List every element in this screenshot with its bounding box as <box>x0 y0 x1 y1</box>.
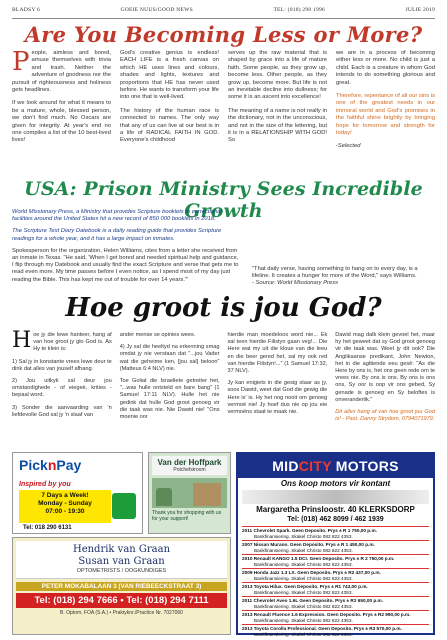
article3-col2-p1: ander mense se opinies wees. <box>119 332 196 338</box>
article1-source: -Selected <box>336 143 361 150</box>
article1-col1-p1-text: eople, aimless and bored, amuse themselves with trivia and trash. Neither the adventure of goodness nor the pursuit of righteousness and holiness gets headlines. <box>12 50 111 94</box>
cars-image <box>242 490 429 504</box>
logo-part: Pay <box>56 457 82 473</box>
vh-name: Van der Hoffpark <box>157 458 222 467</box>
car-finance: Bankfinansiering. Skakel Christo 082 822 4353. <box>254 547 353 553</box>
vh-tagline: Thank you for shopping with us for your support! <box>152 510 222 522</box>
logo-part: Pick <box>19 457 48 473</box>
article3-col4 <box>335 332 435 452</box>
article3-col3 <box>228 332 328 452</box>
optometrist-tel: Tel: (018) 294 7666 • Tel: (018) 294 7111 <box>16 593 227 608</box>
midcity-address: Margaretha Prinsloostr. 40 KLERKSDORP <box>256 505 415 514</box>
issue-date: JULIE 2019 <box>405 7 435 13</box>
midcity-logo <box>238 454 433 478</box>
car-list-item <box>242 582 429 596</box>
article1-body <box>12 47 435 165</box>
car-list-item <box>242 596 429 610</box>
article3-col1-p3: 2) Jou uitkyk sal deur jou omstandighede - of eiegeë, krities - bepaal word. <box>12 378 112 399</box>
car-name: 2011 Chevrolet Aveo 1.6L Geen Deposito. Prys ± R2 650,00 p.m. <box>242 598 384 603</box>
article1-col4-p2: Therefore, repentance of all our sins is one of the greatest needs in our immoral world and God's promises in the faithful shine brightly by bringing hope for tomorrow and strength for today! <box>336 93 435 137</box>
storefront-image <box>152 478 227 508</box>
article2-right <box>252 209 435 289</box>
article3-col1-p2: 1) Sal jy in konstante vrees lewe deur te dink dat alles van jouself afhang. <box>12 358 112 372</box>
hours-line1: 7 Days a Week! <box>41 492 89 499</box>
page-number: BLADSY 6 <box>12 7 40 13</box>
car-list <box>238 526 433 638</box>
article3-col4-p2: Dit alles hang af van hoe groot jou God is! - Past. Danny Strydom, 0794071979. <box>335 409 435 423</box>
article1-col1-p1 <box>12 47 111 94</box>
article2-quote: "That daily verse, having something to hang on to every day, is a lifeline. It creates a hunger for more of the Word," says Williams. <box>252 266 418 280</box>
article1-col3 <box>228 50 327 165</box>
basket-icon <box>112 493 136 519</box>
picknpay-slogan: Inspired by you <box>19 481 71 488</box>
hours-line3: 07:00 - 19:30 <box>45 508 85 515</box>
page-header <box>12 7 435 19</box>
picknpay-ad[interactable] <box>12 452 143 534</box>
article2-p1: World Missionary Press, a Ministry that provides Scripture booklets to correctional facilities around the United States hit a new record of 850 000 booklets in 2018. <box>12 209 222 223</box>
article2-p2: The Scripture Text Diary Datebook is a daily reading guide that provides Scripture readings for a whole year, and it has a large impact on inmates. <box>12 228 222 242</box>
car-name: 2013 Toyota Hilux. Geen Deposito. Prys ± R1 743,00 p.m. <box>242 584 368 589</box>
logo-part: n <box>47 457 57 473</box>
vh-header <box>152 456 227 475</box>
midcity-tagline: Ons koop motors vir kontant <box>280 479 391 488</box>
article3-col1 <box>12 328 112 452</box>
car-finance: Bankfinansiering. Skakel Christo 082 822 4353. <box>254 631 353 637</box>
dropcap: H <box>12 328 32 353</box>
picknpay-hours-box <box>19 490 111 523</box>
optometrist-address: PETER MOKABALAAN 3 (VAN RIEBEECKSTRAAT 3) <box>16 582 227 591</box>
car-name: 2011 Chevrolet Spark. Geen Deposito. Prys ± R 1 750,00 p.m. <box>242 528 377 533</box>
article3-col1-p1-text: oe jy die lewe hanteer, hang af van hoe groot jy glo God is. As Hy te klein is: <box>33 332 112 353</box>
article1-col2 <box>120 50 219 165</box>
article2-source: - Source: World Missionary Press <box>252 280 339 287</box>
car-list-item <box>242 568 429 582</box>
car-finance: Bankfinansiering. Skakel Christo 082 822 4353. <box>254 617 353 623</box>
logo-part: CITY <box>298 458 332 474</box>
article1-col4-p1: we are in a process of becoming either less or more. No child is just a child. Each is a creature in whom God intends to do something glorious and great. <box>336 50 435 86</box>
car-list-item <box>242 540 429 554</box>
logo-part: MID <box>272 458 299 474</box>
dropcap: P <box>12 47 30 77</box>
article3-col2-p3: Toe Goliat die Israeliete getreiter het, "...was hulle ontsteld en bare bang" (1 Samuel 17:11 NLV). Hulle het nie gedink dat hulle God groot genoeg vir die taak was nie. Nie Dawid nie! "Ons moenie oor <box>119 378 220 421</box>
logo-part: MOTORS <box>335 458 399 474</box>
hours-line2: Monday - Sunday <box>38 500 92 507</box>
car-name: 2013 Toyota Corolla Professional. Geen Deposito. Prys ± R3 570,00 p.m. <box>242 626 402 631</box>
article3-col2 <box>120 332 220 452</box>
article2-body <box>12 209 435 289</box>
optometrist-names <box>16 541 227 579</box>
publication-name: GOEIE NUUS/GOOD NEWS <box>120 7 193 13</box>
article3-col4-p1: Dawid mag dalk klein gevoel het, maar hy het geweet dat sy God groot genoeg vir die taak was. Weet jy dit ook? Die Anglikaanse predikant, John Newton, het in die agttiende eeu gesê: "As die Here by ons is, het ons geen rede om te vrees nie. By ons is ons. By ons is ons ons, Sy oor is oop vir ons gebed, Sy genade is genoeg en Sy beloftes is onveranderlik." <box>335 332 435 403</box>
article3-col3-p1: hierdie man moedeloos word nie... Ek sal teen hierdie Filistyn gaan veg!... Die Here wat my uit die kloue van die leeu en die beer gered het, sal my ook red van hierdie Filistyn!..." (1 Samuel 17:32, 37 NLV). <box>227 332 328 375</box>
picknpay-tel: Tel: 018 290 6131 <box>23 525 72 531</box>
car-list-item <box>242 526 429 540</box>
article3-col2-p2: 4) Jy sal die heeltyd na erkenning smag omdat jy nie verstaan dat "...jou Vader wat die geheime ken, [jou sal] beloon" (Matteus 6:4 NLV) nie. <box>119 344 220 372</box>
article1-col3-p1: serves up the raw material that is shaped by grace into a life of mature faith. Some people, as they grow up, become less. Other people, as they grow up, become more. But life is not an inevitable decline into dullness; for some it is an ascent into excellence! <box>228 50 327 101</box>
article1-col3-p2: The meaning of a name is not really in the dictionary, not in the unconscious, and not in the size of the lettering, but it is in a RELATIONSHIP WITH GOD! So <box>228 107 327 144</box>
midcity-tel: Tel: (018) 462 8099 / 462 1939 <box>287 516 384 523</box>
article1-title: Are You Becoming Less or More? <box>24 22 423 47</box>
article3-title: Hoe groot is jou God? <box>65 293 382 323</box>
optometrist-ad[interactable] <box>12 537 231 635</box>
vanderhoffpark-ad[interactable] <box>148 452 231 534</box>
article1-col2-p2: The history of the human race is connected to names. The only way that any of us can live at our best is in a life of RADICAL FAITH IN GOD. Everyone's childhood <box>120 107 219 144</box>
car-name: 2010 Renault KANGO 1.5 DCI. Geen Deposito. Prys ± R 2 750,00 p.m. <box>242 556 395 561</box>
midcity-motors-ad[interactable] <box>236 452 435 635</box>
article2-left <box>12 209 240 289</box>
picknpay-logo <box>19 457 81 473</box>
article2-title: USA: Prison Ministry Sees Incredible Growth <box>24 178 423 222</box>
header-tel: TEL: (018) 290 1996 <box>273 7 325 13</box>
article1-col1 <box>12 47 111 165</box>
article1-col2-p1: God's creative genius is endless! EACH LIFE is a fresh canvas on which HE uses lines and colours, shades and lights, textures and proportions that HE has never used before. He wants to transform your life into one that is well-lived. <box>120 50 219 101</box>
article1-col4 <box>336 50 435 165</box>
optometrist-name1: Hendrik van Graan <box>72 544 171 555</box>
car-finance: Bankfinansiering. Skakel Christo 082 822 4353. <box>254 589 353 595</box>
car-finance: Bankfinansiering. Skakel Christo 082 822 4353. <box>254 533 353 539</box>
article3-col3-p2: Jy kan enigiets in die gesig staar as jy, soos Dawid, weet dat God die gewig die Here is' is. Hy het nog nooit om genoeg vermoë nie! Jy hoef dus nie op jou eie vermoëns staat te maak nie. <box>227 380 328 416</box>
article3-col1-p4: 3) Sonder die aanvaarding van 'n liefdevolle God sal jy 'n slaaf van <box>12 404 112 418</box>
car-list-item <box>242 624 429 638</box>
optometrist-name2: Susan van Graan <box>78 556 165 567</box>
article3-col1-p1 <box>12 328 112 354</box>
car-finance: Bankfinansiering. Skakel Christo 082 822 4353. <box>254 575 353 581</box>
car-name: 2013 Renault Fluence 1.6 Expression. Geen Deposito. Prys ± R2 990,00 p.m. <box>242 612 411 617</box>
car-name: 2007 Nissan Murano. Geen Deposito. Prys ± R 1 450,00 p.m. <box>242 542 375 547</box>
car-list-item <box>242 610 429 624</box>
article2-p3: Spokesperson for the organization, Helen Williams, cites from a letter she received from an inmate in Texas. "He said, 'When I get bored and needed spiritual help and guidance, I flip through my Datebook and usually find the exact Scripture and verse that gets me to read even more. My time passes before I even notice, as I spend most of my day just reading the Bible. This has kept me out of trouble for over 14 years.'" <box>12 247 239 283</box>
optometrist-credentials: B. Optom. FOA (S.A.) • Praktyknr./Practice Nr. 7027060 <box>60 610 183 616</box>
car-finance: Bankfinansiering. Skakel Christo 082 822 4353. <box>254 561 353 567</box>
car-list-item <box>242 554 429 568</box>
car-name: 2009 Honda Jazz 1.3 LX. Geen Deposito. Prys ± R2 437,00 p.m. <box>242 570 381 575</box>
article1-col1-p2: If we look around for what it means to be a mature, whole, blessed person, we don't find much. No Oscars are given for integrity. At year's end no one compiles a list of the 10 best-lived lives! <box>12 100 111 144</box>
optometrist-role: OPTOMETRISTS / OOGKUNDIGES <box>76 568 167 574</box>
article3-body <box>12 328 435 452</box>
vh-place: Potchefstroom <box>173 467 206 473</box>
car-finance: Bankfinansiering. Skakel Christo 082 822 4353. <box>254 603 353 609</box>
